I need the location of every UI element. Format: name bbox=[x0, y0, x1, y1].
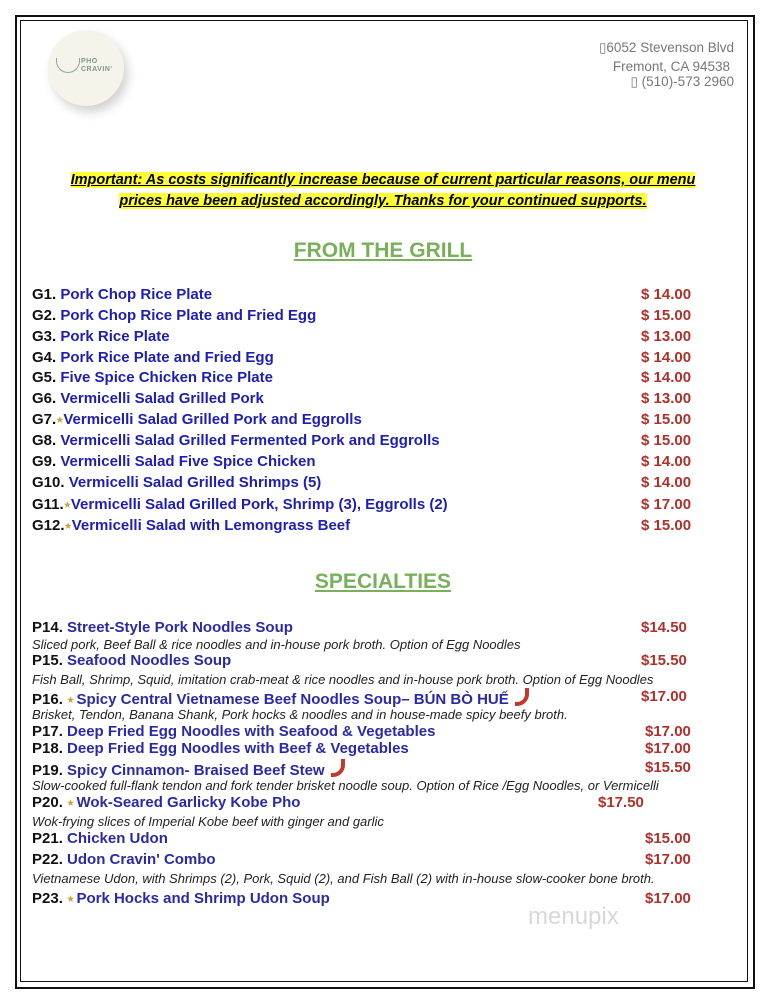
item-name: Chicken Udon bbox=[67, 830, 168, 847]
location-icon: ▯ bbox=[598, 40, 607, 55]
menu-item bbox=[32, 890, 330, 907]
item-price: $ 14.00 bbox=[641, 453, 692, 470]
item-price: $17.00 bbox=[641, 688, 687, 705]
item-price: $17.00 bbox=[645, 723, 691, 740]
menu-item bbox=[32, 723, 435, 740]
menu-item bbox=[32, 794, 300, 811]
restaurant-logo bbox=[48, 30, 124, 106]
item-name: Deep Fried Egg Noodles with Seafood & Vegetables bbox=[67, 723, 436, 740]
item-code: P16. bbox=[32, 691, 63, 708]
menu-item: G6. Vermicelli Salad Grilled Pork bbox=[32, 390, 264, 407]
item-name: Seafood Noodles Soup bbox=[67, 652, 232, 669]
item-code: G8 bbox=[32, 432, 53, 449]
item-price: $15.00 bbox=[645, 830, 691, 847]
item-code: G9 bbox=[32, 453, 53, 470]
item-name: Vermicelli Salad Grilled Pork and Eggrolls bbox=[63, 411, 362, 428]
item-name: Pork Hocks and Shrimp Udon Soup bbox=[76, 890, 330, 907]
item-name: Vermicelli Salad Grilled Fermented Pork and Eggrolls bbox=[60, 432, 440, 449]
item-price: $15.50 bbox=[645, 759, 691, 776]
item-code: G2 bbox=[32, 307, 53, 324]
phone-icon: ▯ bbox=[630, 74, 642, 89]
item-name: Udon Cravin' Combo bbox=[67, 851, 216, 868]
item-name: Pork Rice Plate and Fried Egg bbox=[60, 349, 274, 366]
menu-item: G3. Pork Rice Plate bbox=[32, 328, 170, 345]
menu-item: G11.★Vermicelli Salad Grilled Pork, Shrimp (3), Eggrolls (2) bbox=[32, 496, 448, 513]
menu-item: G8. Vermicelli Salad Grilled Fermented Pork and Eggrolls bbox=[32, 432, 440, 449]
price-notice: Important: As costs significantly increase because of current particular reasons, our menu prices have been adjusted accordingly. Thanks for your continued supports. bbox=[70, 172, 696, 209]
item-price: $ 15.00 bbox=[641, 432, 692, 449]
chili-pepper-icon bbox=[515, 688, 529, 706]
item-name: Vermicelli Salad with Lemongrass Beef bbox=[71, 517, 351, 534]
item-description: Wok-frying slices of Imperial Kobe beef with ginger and garlic bbox=[32, 814, 384, 829]
item-price: $ 17.00 bbox=[641, 496, 692, 513]
star-icon: ★ bbox=[67, 894, 77, 904]
menu-item bbox=[32, 619, 293, 636]
logo-text: PHO CRAVIN' bbox=[81, 58, 113, 73]
item-description: Brisket, Tendon, Banana Shank, Pork hocks & noodles and in house-made spicy beefy broth. bbox=[32, 707, 568, 722]
menu-item: G2. Pork Chop Rice Plate and Fried Egg bbox=[32, 307, 317, 324]
star-icon: ★ bbox=[67, 695, 77, 705]
item-price: $ 15.00 bbox=[641, 411, 692, 428]
item-name: Spicy Cinnamon- Braised Beef Stew bbox=[67, 762, 325, 779]
menu-item bbox=[32, 830, 168, 847]
menu-item bbox=[32, 740, 409, 757]
item-name: Pork Rice Plate bbox=[60, 328, 170, 345]
item-code: P15. bbox=[32, 652, 63, 669]
item-name: Wok-Seared Garlicky Kobe Pho bbox=[76, 794, 301, 811]
star-icon: ★ bbox=[63, 500, 71, 510]
bowl-icon bbox=[56, 58, 80, 73]
menu-item: G7.★Vermicelli Salad Grilled Pork and Eggrolls bbox=[32, 411, 362, 428]
item-price: $ 14.00 bbox=[641, 474, 692, 491]
menu-item bbox=[32, 759, 345, 779]
menu-item: G12.★Vermicelli Salad with Lemongrass Beef bbox=[32, 517, 351, 534]
section-title-grill: FROM THE GRILL bbox=[293, 239, 473, 262]
item-price: $15.50 bbox=[641, 652, 687, 669]
menu-item: G1. Pork Chop Rice Plate bbox=[32, 286, 213, 303]
item-code: P17. bbox=[32, 723, 63, 740]
item-name: Street-Style Pork Noodles Soup bbox=[67, 619, 293, 636]
item-code: G5 bbox=[32, 369, 53, 386]
star-icon: ★ bbox=[64, 521, 72, 531]
item-code: G7 bbox=[32, 411, 53, 428]
item-code: P21. bbox=[32, 830, 63, 847]
item-description: Slow-cooked full-flank tendon and fork tender brisket noodle soup. Option of Rice /Egg Noodles, or Vermicelli bbox=[32, 778, 659, 793]
item-name: Spicy Central Vietnamese Beef Noodles Soup– BÚN BÒ HUẾ bbox=[76, 691, 509, 708]
item-code: G4 bbox=[32, 349, 53, 366]
item-description: Sliced pork, Beef Ball & rice noodles and in-house pork broth. Option of Egg Noodles bbox=[32, 637, 521, 652]
item-name: Vermicelli Salad Five Spice Chicken bbox=[60, 453, 316, 470]
item-price: $17.50 bbox=[598, 794, 644, 811]
item-price: $17.00 bbox=[645, 740, 691, 757]
chili-pepper-icon bbox=[331, 759, 345, 777]
item-description: Fish Ball, Shrimp, Squid, imitation crab-meat & rice noodles and in-house pork broth. Option of Egg Noodles bbox=[32, 672, 654, 687]
address-street: ▯6052 Stevenson Blvd bbox=[598, 40, 734, 55]
item-code: P19. bbox=[32, 762, 63, 779]
item-code: P20. bbox=[32, 794, 63, 811]
item-code: G3 bbox=[32, 328, 53, 345]
watermark: menupix bbox=[528, 903, 619, 930]
item-price: $17.00 bbox=[645, 890, 691, 907]
item-name: Five Spice Chicken Rice Plate bbox=[60, 369, 273, 386]
item-name: Vermicelli Salad Grilled Pork bbox=[60, 390, 264, 407]
item-name: Pork Chop Rice Plate and Fried Egg bbox=[60, 307, 317, 324]
item-price: $14.50 bbox=[641, 619, 687, 636]
item-code: G11 bbox=[32, 496, 60, 513]
item-price: $17.00 bbox=[645, 851, 691, 868]
item-name: Vermicelli Salad Grilled Shrimps (5) bbox=[68, 474, 322, 491]
item-name: Deep Fried Egg Noodles with Beef & Vegetables bbox=[67, 740, 409, 757]
item-code: P18. bbox=[32, 740, 63, 757]
item-price: $ 15.00 bbox=[641, 307, 692, 324]
menu-item: G4. Pork Rice Plate and Fried Egg bbox=[32, 349, 274, 366]
item-code: G10 bbox=[32, 474, 61, 491]
item-code: G12 bbox=[32, 517, 61, 534]
item-price: $ 14.00 bbox=[641, 286, 692, 303]
menu-item: G10. Vermicelli Salad Grilled Shrimps (5) bbox=[32, 474, 322, 491]
star-icon: ★ bbox=[67, 798, 77, 808]
menu-item bbox=[32, 688, 529, 708]
star-icon: ★ bbox=[56, 415, 64, 425]
menu-item: G9. Vermicelli Salad Five Spice Chicken bbox=[32, 453, 316, 470]
item-code: G1 bbox=[32, 286, 53, 303]
item-price: $ 13.00 bbox=[641, 390, 692, 407]
item-price: $ 13.00 bbox=[641, 328, 692, 345]
item-code: P14. bbox=[32, 619, 63, 636]
item-name: Pork Chop Rice Plate bbox=[60, 286, 213, 303]
item-price: $ 14.00 bbox=[641, 349, 692, 366]
item-description: Vietnamese Udon, with Shrimps (2), Pork, Squid (2), and Fish Ball (2) with in-house slow-cooker bone broth. bbox=[32, 871, 655, 886]
item-price: $ 15.00 bbox=[641, 517, 692, 534]
item-code: G6 bbox=[32, 390, 53, 407]
section-title-specialties: SPECIALTIES bbox=[314, 570, 452, 593]
address-city: Fremont, CA 94538 bbox=[612, 59, 730, 74]
menu-item bbox=[32, 851, 216, 868]
item-code: P22. bbox=[32, 851, 63, 868]
item-price: $ 14.00 bbox=[641, 369, 692, 386]
item-name: Vermicelli Salad Grilled Pork, Shrimp (3), Eggrolls (2) bbox=[70, 496, 448, 513]
address-phone: ▯ (510)-573 2960 bbox=[630, 74, 734, 89]
menu-item bbox=[32, 652, 231, 669]
menu-item: G5. Five Spice Chicken Rice Plate bbox=[32, 369, 273, 386]
item-code: P23. bbox=[32, 890, 63, 907]
